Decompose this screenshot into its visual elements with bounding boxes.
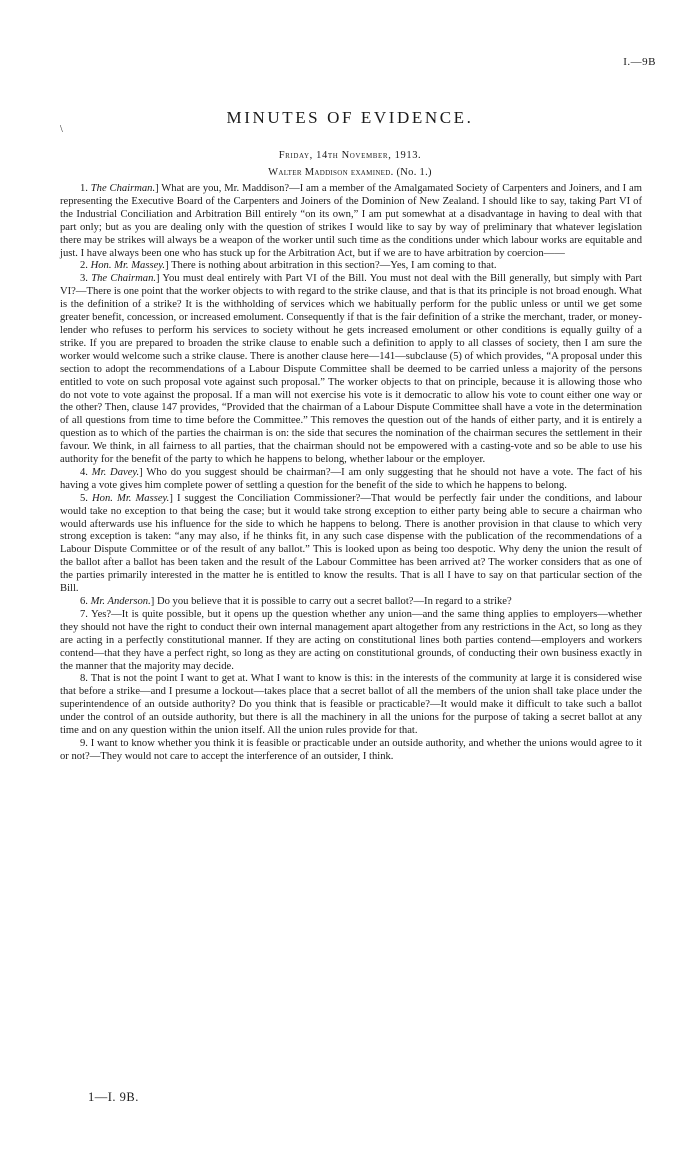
question-paragraph: 4. Mr. Davey.] Who do you suggest should be chairman?—I am only suggesting that he should not have a vote. The fact of his having a vote gives him complete power of settling a question for the benefit of the side to which he happens to belong. [60, 466, 642, 491]
question-number: 3. [80, 273, 88, 285]
question-paragraph: 3. The Chairman.] You must deal entirely with Part VI of the Bill. You must not deal with the Bill generally, but simply with Part VI?—There is one point that the worker objects to with regard to the strike clause, and that is that its principle is not broad enough. What is the definition of a strike? It is the withholding of services which we habitually perform for the public unless or until we get some greater benefit, concession, or increased emolument. Consequently if that is the fair definition of a strike the merchant, trader, or money-lender who refuses to perform his services to society without he gets increased emolument or other conditions is equally guilty of a strike. If you are prepared to broaden the strike clause to enable such a definition to apply to all classes of society, then I am sure the worker would welcome such a strike clause. There is another clause here—141—subclause (5) of which provides, “A proposal under this section to adopt the recommendations of a Labour Dispute Committee shall be deemed to be carried unless a majority of the persons entitled to vote on such proposal vote against such proposal.” The worker objects to that on principle, because it is allowing those who do not vote to vote against the proposal. If a man will not exercise his vote is it democratic to allow his vote to count either one way or the other? Then, clause 147 provides, “Provided that the chairman of a Labour Dispute Committee shall have a vote in the determination of all questions from time to time before the Committee.” This removes the question out of the hands of either party, and it is entirely a question as to which of the parties the chairman is on: the side that secures the nomination of the chairman secures the settlement in their favour. We think, in all fairness to all parties, that the chairman should not be empowered with a casting-vote and so be able to use his authority for the benefit of the party to which he happens to belong, whether labour or the employer. [60, 273, 642, 466]
question-text: I suggest the Conciliation Commissioner?—That would be perfectly fair under the conditions, and labour would take no exception to that being the case; but it would take strong exception to either party being able to secure a chairman who would afterwards use his influence for the side to which he happens to belong. There is another provision in that clause to which very strong exception is taken: “any may also, if he thinks fit, in any such case dispense with the publication of the recommendations of a Labour Dispute Committee or of the result of any ballot.” This is looked upon as being too despotic. Why deny the union the result of the ballot after a ballot has been taken and the result of the Labour Committee has been arrived at? The worker considers that as one of the parties primarily interested in the matter he is entitled to know the results. That is all I have to say on that particular section of the Bill. [60, 492, 642, 595]
question-text: There is nothing about arbitration in this section?—Yes, I am coming to that. [171, 260, 497, 272]
question-number: 2. [80, 260, 88, 272]
session-date: Friday, 14th November, 1913. [278, 150, 422, 161]
signature-mark: 1—I. 9B. [88, 1090, 139, 1104]
minutes-body [60, 183, 642, 764]
witness-number: (No. 1.) [396, 167, 432, 178]
question-number: 6. [80, 596, 88, 607]
speaker-name: Hon. Mr. Massey. [92, 492, 170, 504]
question-text: Yes?—It is quite possible, but it opens up the question whether any union—and the same thing applies to employers—whether they should not have the right to conduct their own internal management apart altogether from any restrictions in the Act, so long as they are acting in a perfectly constitutional manner. If they are acting on constitutional lines both parties contend—employers and workers contend—that they have a perfect right, so long as they are acting on constitutional grounds, of conducting their own business exactly in the manner that the majority may decide. [60, 608, 642, 672]
question-paragraph: 6. Mr. Anderson.] Do you believe that it is possible to carry out a secret ballot?—In regard to a strike? [80, 596, 512, 607]
question-number: 8. [80, 673, 88, 685]
question-paragraph [60, 609, 642, 674]
question-paragraph: 1. The Chairman.] What are you, Mr. Maddison?—I am a member of the Amalgamated Society of Carpenters and Joiners, and I am representing the Executive Board of the Carpenters and Joiners of the Dominion of New Zealand. I should like to say, taking Part VI of the Industrial Conciliation and Arbitration Bill entirely “on its own,” I am put somewhat at a disadvantage in having to deal with that part only; but as you are dealing only with the question of strikes I would like to say by way of preliminary that whatever legislation there may be strikes will always be a weapon of the worker until such time as the conditions under which labour works are equitable and just. I have always been one who has stuck up for the Arbitration Act, but if we are to have arbitration by coercion—— [60, 183, 642, 259]
question-text: Who do you suggest should be chairman?—I am only suggesting that he should not have a vote. The fact of his having a vote gives him complete power of settling a question for the benefit of the side to which he happens to belong. [60, 466, 642, 491]
witness-name: Walter Maddison examined. [268, 167, 394, 178]
page-title: MINUTES OF EVIDENCE. [226, 108, 474, 127]
speaker-name: The Chairman. [90, 183, 156, 194]
question-number: 9. [80, 737, 88, 749]
page-reference: I.—9B [623, 56, 656, 68]
witness-line [0, 167, 700, 178]
question-paragraph: 2. Hon. Mr. Massey.] There is nothing about arbitration in this section?—Yes, I am coming to that. [80, 260, 497, 272]
speaker-name: Mr. Anderson. [90, 596, 151, 607]
question-text: I want to know whether you think it is feasible or practicable under an outside authority, and whether the unions would agree to it or not?—They would not care to accept the interference of an outsider, I think. [60, 737, 642, 762]
question-number: 7. [80, 608, 88, 620]
question-text: That is not the point I want to get at. What I want to know is this: in the interests of the community at large it is considered wise that before a strike—and I presume a lockout—takes place that a secret ballot of all the members of the union shall take place under the superintendence of an outside authority? Do you think that is feasible or practicable?—It would make it difficult to take such a ballot under the control of an outside authority, but there is all the machinery in all the unions for the purpose of taking a secret ballot at any time and on any question within the union itself. All the union rules provide for that. [60, 673, 642, 737]
question-text: You must deal entirely with Part VI of the Bill. You must not deal with the Bill generally, but simply with Part VI?—There is one point that the worker objects to with regard to the strike clause, and that is that its principle is not broad enough. What is the definition of a strike? It is the withholding of services which we habitually perform for the public unless or until we get some greater benefit, concession, or increased emolument. Consequently if that is the fair definition of a strike the merchant, trader, or money-lender who refuses to perform his services to society without he gets increased emolument or other conditions is equally guilty of a strike. If you are prepared to broaden the strike clause to enable such a definition to apply to all classes of society, then I am sure the worker would welcome such a strike clause. There is another clause here—141—subclause (5) of which provides, “A proposal under this section to adopt the recommendations of a Labour Dispute Committee shall be deemed to be carried unless a majority of the persons entitled to vote on such proposal vote against such proposal.” The worker objects to that on principle, because it is allowing those who do not vote to vote against the proposal. If a man will not exercise his vote is it democratic to allow his vote to count either one way or the other? Then, clause 147 provides, “Provided that the chairman of a Labour Dispute Committee shall have a vote in the determination of all questions from time to time before the Committee.” This removes the question out of the hands of either party, and it is entirely a question as to which of the parties the chairman is on: the side that secures the nomination of the chairman secures the settlement in their favour. We think, in all fairness to all parties, that the chairman should not be empowered with a casting-vote and so be able to use his authority for the benefit of the party to which he happens to belong, whether labour or the employer. [60, 273, 642, 466]
speaker-name: Mr. Davey. [91, 466, 140, 478]
question-text: Do you believe that it is possible to carry out a secret ballot?—In regard to a strike? [156, 596, 512, 607]
question-paragraph [60, 673, 642, 738]
speaker-name: Hon. Mr. Massey. [90, 260, 166, 272]
question-paragraph [60, 738, 642, 764]
question-number: 1. [80, 183, 88, 194]
speaker-name: The Chairman. [91, 273, 157, 285]
question-text: What are you, Mr. Maddison?—I am a member of the Amalgamated Society of Carpenters and Joiners, and I am representing the Executive Board of the Carpenters and Joiners of the Dominion of New Zealand. I should like to say, taking Part VI of the Industrial Conciliation and Arbitration Bill entirely “on its own,” I am put somewhat at a disadvantage in having to deal with that part only; but as you are dealing only with the question of strikes I would like to say by way of preliminary that whatever legislation there may be strikes will always be a weapon of the worker until such time as the conditions under which labour works are equitable and just. I have always been one who has stuck up for the Arbitration Act, but if we are to have arbitration by coercion—— [60, 183, 642, 259]
question-number: 4. [80, 466, 88, 478]
question-paragraph: 5. Hon. Mr. Massey.] I suggest the Conciliation Commissioner?—That would be perfectly fair under the conditions, and labour would take no exception to that being the case; but it would take strong exception to either party being able to secure a chairman who would afterwards use his influence for the side to which he happens to belong. There is another provision in that clause to which very strong exception is taken: “any may also, if he thinks fit, in any such case dispense with the publication of the recommendations of a Labour Dispute Committee or of the result of any ballot.” This is looked upon as being too despotic. Why deny the union the result of the ballot after a ballot has been taken and the result of the Labour Committee has been arrived at? The worker considers that as one of the parties primarily interested in the matter he is entitled to know the results. That is all I have to say on that particular section of the Bill. [60, 492, 642, 595]
margin-mark: \ [60, 124, 63, 135]
question-number: 5. [80, 492, 88, 504]
